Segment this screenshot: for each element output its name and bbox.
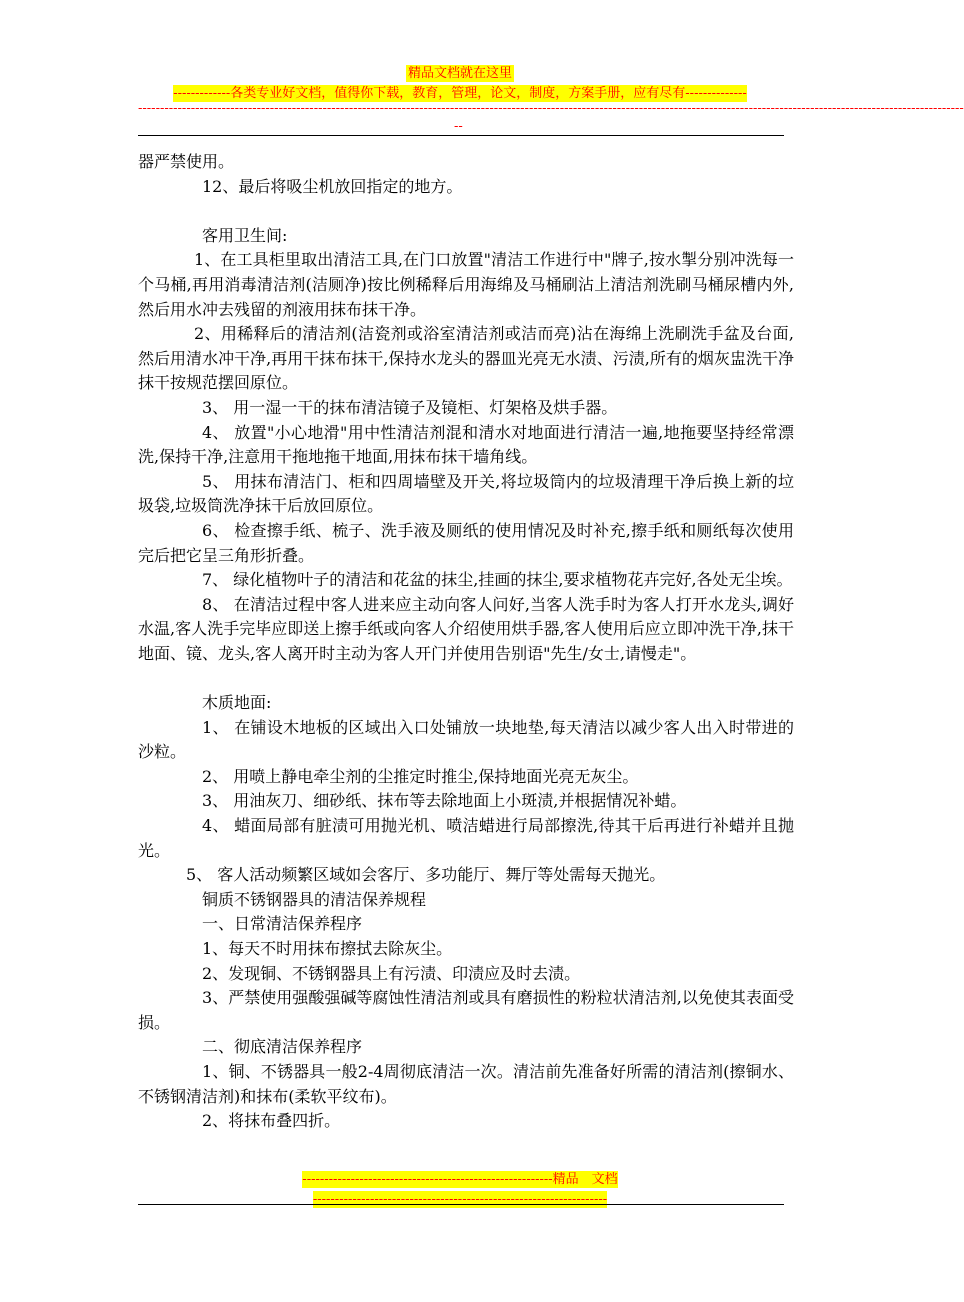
header-title: 精品文档就在这里 — [407, 66, 512, 81]
paragraph: 7、 绿化植物叶子的清洁和花盆的抹尘,挂画的抹尘,要求植物花卉完好,各处无尘埃。 — [202, 570, 793, 590]
paragraph: 1、铜、不锈器具一般2-4周彻底清洁一次。清洁前先准备好所需的清洁剂(擦铜水、不锈钢清洁剂)和抹布(柔软平纹布)。 — [138, 1061, 794, 1106]
paragraph: 3、严禁使用强酸强碱等腐蚀性清洁剂或具有磨损性的粉粒状清洁剂,以免使其表面受损。 — [138, 988, 794, 1032]
footer-label: ---------------------------------------------------------精品 文档 — [302, 1172, 618, 1187]
paragraph: 3、 用一湿一干的抹布清洁镜子及镜柜、灯架格及烘手器。 — [202, 397, 618, 417]
paragraph: 2、用稀释后的清洁剂(洁瓷剂或浴室清洁剂或洁而亮)沾在海绵上洗刷洗手盆及台面,然后用清水冲干净,再用干抹布抹干,保持水龙头的器皿光亮无水渍、污渍,所有的烟灰盅洗干净抹干按规范摆回原位。 — [138, 324, 794, 393]
page-footer — [0, 1168, 920, 1208]
paragraph: 器严禁使用。 — [138, 152, 235, 171]
paragraph: 5、 用抹布清洁门、柜和四周墙壁及开关,将垃圾筒内的垃圾清理干净后换上新的垃圾袋,垃圾筒洗净抹干后放回原位。 — [138, 471, 794, 516]
paragraph: 3、 用油灰刀、细砂纸、抹布等去除地面上小斑渍,并根据情况补蜡。 — [202, 791, 687, 811]
page-header — [0, 62, 920, 102]
header-dash-line: -------------------------------------------------------------------------------------------------------------------------------------------------------------------------------------------- — [138, 101, 964, 116]
paragraph: 一、日常清洁保养程序 — [202, 914, 363, 934]
paragraph: 客用卫生间: — [202, 225, 288, 245]
paragraph: 8、 在清洁过程中客人进来应主动向客人问好,当客人洗手时为客人打开水龙头,调好水温,客人洗手完毕应即送上擦手纸或向客人介绍使用烘手器,客人使用后应立即冲洗干净,抹干地面、镜、龙头,客人离开时主动为客人开门并使用告别语"先生/女士,请慢走"。 — [138, 594, 794, 663]
blank-line — [138, 666, 794, 691]
paragraph: 2、 用喷上静电牵尘剂的尘推定时推尘,保持地面光亮无灰尘。 — [202, 766, 639, 786]
paragraph: 2、将抹布叠四折。 — [202, 1111, 341, 1131]
paragraph: 4、 蜡面局部有脏渍可用抛光机、喷洁蜡进行局部擦洗,待其干后再进行补蜡并且抛光。 — [138, 816, 794, 860]
blank-line — [138, 199, 794, 224]
paragraph: 12、最后将吸尘机放回指定的地方。 — [202, 176, 463, 196]
header-rule — [138, 135, 784, 136]
paragraph: 1、每天不时用抹布擦拭去除灰尘。 — [202, 939, 453, 958]
paragraph: 4、 放置"小心地滑"用中性清洁剂混和清水对地面进行清洁一遍,地拖要坚持经常漂洗,保持干净,注意用干拖地拖干地面,用抹布抹干墙角线。 — [138, 422, 794, 467]
paragraph: 木质地面: — [202, 693, 272, 713]
paragraph: 1、在工具柜里取出清洁工具,在门口放置"清洁工作进行中"牌子,按水掣分别冲洗每一个马桶,再用消毒清洁剂(洁厕净)按比例稀释后用海绵及马桶刷沾上清洁剂洗刷马桶尿槽内外,然后用水冲去残留的剂液用抹布抹干净。 — [138, 250, 794, 319]
paragraph: 二、彻底清洁保养程序 — [202, 1037, 363, 1057]
paragraph: 2、发现铜、不锈钢器具上有污渍、印渍应及时去渍。 — [202, 963, 581, 983]
paragraph: 5、 客人活动频繁区域如会客厅、多功能厅、舞厅等处需每天抛光。 — [186, 865, 666, 885]
document-body — [138, 150, 794, 1134]
footer-rule — [138, 1204, 784, 1205]
header-slogan: -------------各类专业好文档，值得你下载，教育，管理，论文，制度，方案手册，应有尽有-------------- — [173, 86, 747, 101]
paragraph: 铜质不锈钢器具的清洁保养规程 — [202, 889, 427, 909]
paragraph: 6、 检查擦手纸、梳子、洗手液及厕纸的使用情况及时补充,擦手纸和厕纸每次使用完后把它呈三角形折叠。 — [138, 520, 794, 565]
footer-dash-line: ------------------------------------------------------------------- — [312, 1192, 608, 1207]
header-dash-tail: -- — [454, 119, 463, 134]
paragraph: 1、 在铺设木地板的区域出入口处铺放一块地垫,每天清洁以减少客人出入时带进的沙粒。 — [138, 717, 794, 762]
